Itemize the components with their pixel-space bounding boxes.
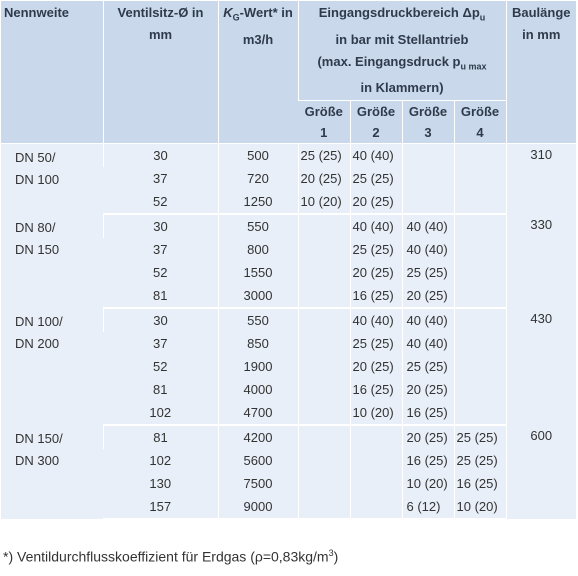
header-baulaenge: Baulänge in mm [506, 1, 576, 144]
kg-wert-cell: 4000 [218, 378, 298, 401]
groesse-2-cell: 40 (40) [350, 308, 402, 332]
groesse-2-cell [350, 495, 402, 519]
header-groesse-4: Größe 4 [454, 101, 506, 144]
groesse-1-cell: 10 (20) [298, 190, 350, 214]
nennweite-cell [1, 214, 103, 308]
groesse-3-cell: 40 (40) [402, 238, 454, 261]
header-groesse-2: Größe 2 [350, 101, 402, 144]
nennweite-line-1: DN 100/ [15, 314, 63, 330]
groesse-3-cell: 25 (25) [402, 261, 454, 284]
groesse-3-cell: 20 (25) [402, 378, 454, 401]
groesse-4-cell [454, 332, 506, 355]
groesse-4-cell [454, 378, 506, 401]
nennweite-line-1: DN 80/ [15, 220, 56, 236]
groesse-3-cell: 40 (40) [402, 214, 454, 238]
nennweite-line-1: DN 50/ [15, 150, 56, 166]
groesse-1-cell [298, 284, 350, 308]
groesse-2-cell: 25 (25) [350, 238, 402, 261]
groesse-2-cell: 10 (20) [350, 401, 402, 425]
groesse-3-cell: 40 (40) [402, 332, 454, 355]
table-row [1, 425, 576, 449]
nennweite-line-2: DN 200 [15, 336, 60, 352]
groesse-4-cell [454, 308, 506, 332]
table-row [1, 144, 576, 168]
header-groesse-3: Größe 3 [402, 101, 454, 144]
nennweite-line-2: DN 150 [15, 242, 60, 258]
groesse-4-cell [454, 214, 506, 238]
groesse-4-cell [454, 355, 506, 378]
groesse-4-cell: 25 (25) [454, 449, 506, 472]
kg-wert-cell: 1250 [218, 190, 298, 214]
groesse-3-cell: 10 (20) [402, 472, 454, 495]
kg-wert-cell: 550 [218, 214, 298, 238]
header-groesse-1: Größe 1 [298, 101, 350, 144]
groesse-1-cell [298, 214, 350, 238]
nennweite-cell [1, 425, 103, 519]
header-eingangsdruck: Eingangsdruckbereich $\Delta p_u$ in bar mit Stellantrieb (max. Eingangsdruck $p_{u max}$ in Klammern) [298, 1, 506, 101]
spec-table [1, 1, 576, 520]
ventilsitz-cell: 81 [103, 378, 218, 401]
groesse-4-cell [454, 284, 506, 308]
table-header [1, 1, 576, 144]
header-nennweite: Nennweite [1, 1, 103, 144]
groesse-2-cell: 40 (40) [350, 144, 402, 168]
kg-wert-cell: 9000 [218, 495, 298, 519]
groesse-1-cell [298, 332, 350, 355]
groesse-3-cell [402, 190, 454, 214]
groesse-2-cell: 16 (25) [350, 378, 402, 401]
ventilsitz-cell: 157 [103, 495, 218, 519]
groesse-2-cell: 16 (25) [350, 284, 402, 308]
groesse-1-cell: 20 (25) [298, 167, 350, 190]
footnote: *) Ventildurchflusskoeffizient für Erdgas $(\rho=0,83kg/m^3)$ [3, 548, 339, 565]
groesse-1-cell [298, 355, 350, 378]
ventilsitz-cell: 102 [103, 401, 218, 425]
table-body [1, 144, 576, 520]
groesse-1-cell [298, 425, 350, 449]
groesse-1-cell [298, 261, 350, 284]
baulaenge-cell: 430 [506, 308, 576, 425]
nennweite-line-2: DN 300 [15, 453, 60, 469]
groesse-3-cell: 20 (25) [402, 284, 454, 308]
groesse-3-cell [402, 144, 454, 168]
groesse-1-cell: 25 (25) [298, 144, 350, 168]
groesse-4-cell: 10 (20) [454, 495, 506, 519]
nennweite-cell [1, 144, 103, 215]
groesse-1-cell [298, 472, 350, 495]
kg-wert-cell: 720 [218, 167, 298, 190]
groesse-2-cell: 25 (25) [350, 332, 402, 355]
groesse-2-cell: 20 (25) [350, 190, 402, 214]
groesse-1-cell [298, 401, 350, 425]
ventilsitz-cell: 52 [103, 190, 218, 214]
groesse-3-cell: 16 (25) [402, 449, 454, 472]
groesse-3-cell [402, 167, 454, 190]
kg-wert-cell: 1900 [218, 355, 298, 378]
kg-wert-cell: 850 [218, 332, 298, 355]
groesse-2-cell [350, 472, 402, 495]
groesse-3-cell: 6 (12) [402, 495, 454, 519]
nennweite-line-2: DN 100 [15, 172, 60, 188]
groesse-1-cell [298, 449, 350, 472]
kg-wert-cell: 800 [218, 238, 298, 261]
kg-wert-cell: 3000 [218, 284, 298, 308]
baulaenge-cell: 330 [506, 214, 576, 308]
baulaenge-cell: 600 [506, 425, 576, 519]
groesse-2-cell: 25 (25) [350, 167, 402, 190]
groesse-3-cell: 20 (25) [402, 425, 454, 449]
kg-wert-cell: 500 [218, 144, 298, 168]
ventilsitz-cell: 30 [103, 144, 218, 168]
groesse-4-cell [454, 401, 506, 425]
ventilsitz-cell: 30 [103, 308, 218, 332]
groesse-2-cell [350, 425, 402, 449]
ventilsitz-cell: 37 [103, 332, 218, 355]
header-kg-wert: $K_G-Wert*$ in m3/h [218, 1, 298, 144]
groesse-4-cell [454, 167, 506, 190]
ventilsitz-cell: 102 [103, 449, 218, 472]
groesse-4-cell [454, 190, 506, 214]
kg-wert-cell: 4200 [218, 425, 298, 449]
kg-wert-cell: 4700 [218, 401, 298, 425]
ventilsitz-cell: 37 [103, 167, 218, 190]
groesse-3-cell: 40 (40) [402, 308, 454, 332]
header-ventilsitz: Ventilsitz-Ø in mm [103, 1, 218, 144]
groesse-2-cell [350, 449, 402, 472]
ventilsitz-cell: 81 [103, 425, 218, 449]
ventilsitz-cell: 30 [103, 214, 218, 238]
kg-wert-cell: 550 [218, 308, 298, 332]
groesse-1-cell [298, 495, 350, 519]
kg-wert-cell: 7500 [218, 472, 298, 495]
baulaenge-cell: 310 [506, 144, 576, 215]
groesse-4-cell [454, 238, 506, 261]
ventilsitz-cell: 130 [103, 472, 218, 495]
groesse-2-cell: 20 (25) [350, 261, 402, 284]
kg-wert-cell: 1550 [218, 261, 298, 284]
groesse-4-cell: 25 (25) [454, 425, 506, 449]
kg-wert-cell: 5600 [218, 449, 298, 472]
nennweite-cell [1, 308, 103, 425]
groesse-3-cell: 25 (25) [402, 355, 454, 378]
table-row [1, 214, 576, 238]
ventilsitz-cell: 52 [103, 355, 218, 378]
ventilsitz-cell: 81 [103, 284, 218, 308]
groesse-1-cell [298, 238, 350, 261]
groesse-2-cell: 40 (40) [350, 214, 402, 238]
groesse-4-cell: 16 (25) [454, 472, 506, 495]
table-row [1, 308, 576, 332]
groesse-3-cell: 16 (25) [402, 401, 454, 425]
nennweite-line-1: DN 150/ [15, 431, 63, 447]
ventilsitz-cell: 37 [103, 238, 218, 261]
groesse-1-cell [298, 308, 350, 332]
groesse-1-cell [298, 378, 350, 401]
ventilsitz-cell: 52 [103, 261, 218, 284]
groesse-2-cell: 20 (25) [350, 355, 402, 378]
groesse-4-cell [454, 144, 506, 168]
groesse-4-cell [454, 261, 506, 284]
